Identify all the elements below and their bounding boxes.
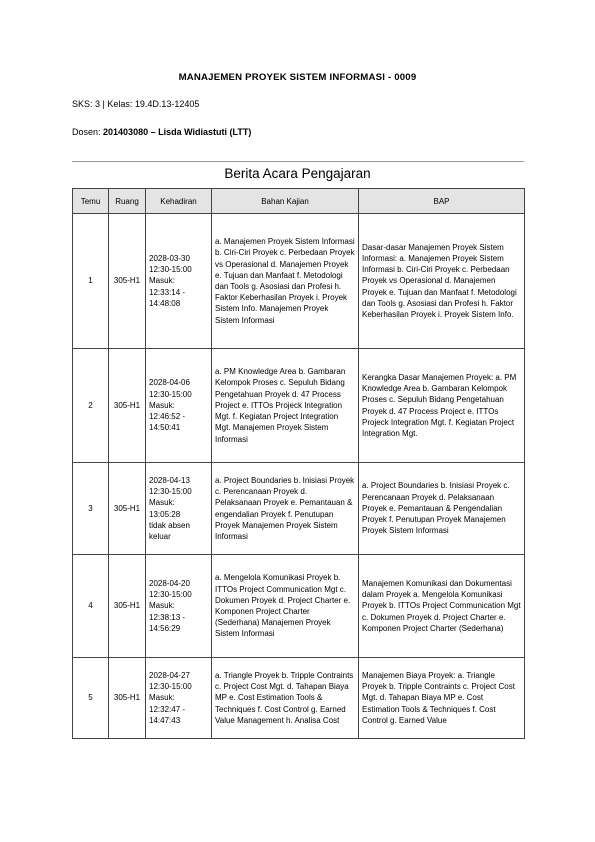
teaching-report-table — [72, 188, 525, 739]
attendance-date: 2028-03-30 — [149, 253, 190, 263]
cell-bap: Manajemen Komunikasi dan Dokumentasi dalam Proyek a. Mengelola Komunikasi Proyek b. ITTOs Project Communication Mgt c. Dokumen Proyek d. Project Charter e. Komponen Project Charter (Sederhana) — [359, 555, 525, 658]
lecturer-name: 201403080 – Lisda Widiastuti (LTT) — [103, 127, 252, 137]
section-title: Berita Acara Pengajaran — [224, 166, 371, 181]
cell-temu: 2 — [73, 349, 109, 463]
attendance-time: 12:30-15:00 — [149, 682, 192, 692]
attendance-date: 2028-04-13 — [149, 475, 190, 485]
cell-kehadiran — [146, 658, 212, 739]
attendance-time: 12:30-15:00 — [149, 389, 192, 399]
column-header-bap: BAP — [359, 189, 525, 214]
table-row — [73, 349, 525, 463]
cell-ruang: 305-H1 — [109, 214, 146, 349]
cell-bahan-kajian: a. Project Boundaries b. Inisiasi Proyek c. Perencanaan Proyek d. Pelaksanaan Proyek e. Pemantauan & engendalian Proyek f. Penutupan Proyek Manajemen Proyek Sistem Informasi — [212, 463, 359, 555]
lecturer-line — [72, 127, 251, 137]
attendance-date: 2028-04-06 — [149, 378, 190, 388]
column-header-kehadiran: Kehadiran — [146, 189, 212, 214]
cell-bap: Manajemen Biaya Proyek: a. Triangle Proyek b. Tripple Contraints c. Project Cost Mgt. d. Tahapan Biaya MP e. Cost Estimation Tools & Techniques f. Cost Control g. Earned Value — [359, 658, 525, 739]
cell-bahan-kajian: a. Manajemen Proyek Sistem Informasi b. Ciri-Ciri Proyek c. Perbedaan Proyek vs Operasional d. Manajemen Proyek e. Tujuan dan Manfaat f. Metodologi dan Tools g. Asosiasi dan Profesi h. Faktor Keberhasilan Proyek i. Proyek Sistem Info. Manajemen Proyek Sistem Informasi — [212, 214, 359, 349]
cell-kehadiran — [146, 555, 212, 658]
column-header-bahan-kajian: Bahan Kajian — [212, 189, 359, 214]
table-row — [73, 463, 525, 555]
table-row — [73, 555, 525, 658]
table-row — [73, 658, 525, 739]
cell-ruang: 305-H1 — [109, 658, 146, 739]
cell-bap: Dasar-dasar Manajemen Proyek Sistem Informasi: a. Manajemen Proyek Sistem Informasi b. Ciri-Ciri Proyek c. Perbedaan Proyek vs Operasional d. Manajemen Proyek e. Tujuan dan Manfaat f. Metodologi dan Tools g. Asosiasi dan Profesi h. Faktor Keberhasilan Proyek i. Proyek Sistem Info. — [359, 214, 525, 349]
attendance-in-out: Masuk: 12:33:14 - 14:48:08 — [149, 276, 186, 308]
attendance-note: tidak absen keluar — [149, 520, 190, 541]
table-row — [73, 214, 525, 349]
attendance-time: 12:30-15:00 — [149, 487, 192, 497]
cell-bahan-kajian: a. Triangle Proyek b. Tripple Contraints c. Project Cost Mgt. d. Tahapan Biaya MP e. Cost Estimation Tools & Techniques f. Cost Control g. Earned Value Management h. Analisa Cost — [212, 658, 359, 739]
attendance-time: 12:30-15:00 — [149, 265, 192, 275]
column-header-ruang: Ruang — [109, 189, 146, 214]
attendance-in-out: Masuk: 12:38:13 - 14:56:29 — [149, 601, 186, 633]
cell-ruang: 305-H1 — [109, 463, 146, 555]
header-divider — [72, 161, 524, 162]
cell-kehadiran — [146, 463, 212, 555]
cell-bahan-kajian: a. PM Knowledge Area b. Gambaran Kelompok Proses c. Sepuluh Bidang Pengetahuan Proyek d. 47 Process Project e. ITTOs Projeck Integration Mgt. f. Kegiatan Project Integration Mgt. Manajemen Proyek Sistem Informasi — [212, 349, 359, 463]
cell-temu: 3 — [73, 463, 109, 555]
attendance-date: 2028-04-27 — [149, 670, 190, 680]
cell-ruang: 305-H1 — [109, 555, 146, 658]
table-header-row — [73, 189, 525, 214]
lecturer-label: Dosen: — [72, 127, 104, 137]
attendance-time: 12:30-15:00 — [149, 590, 192, 600]
cell-kehadiran — [146, 349, 212, 463]
attendance-in-out: Masuk: 13:05:28 — [149, 498, 181, 519]
cell-bap: Kerangka Dasar Manajemen Proyek: a. PM Knowledge Area b. Gambaran Kelompok Proses c. Sepuluh Bidang Pengetahuan Proyek d. 47 Process Project e. ITTOs Projeck Integration Mgt. f. Kegiatan Project Integration Mgt. — [359, 349, 525, 463]
cell-ruang: 305-H1 — [109, 349, 146, 463]
cell-bap: a. Project Boundaries b. Inisiasi Proyek c. Perencanaan Proyek d. Pelaksanaan Proyek e. Pemantauan & Pengendalian Proyek f. Penutupan Proyek Manajemen Proyek Sistem Informasi — [359, 463, 525, 555]
course-title: MANAJEMEN PROYEK SISTEM INFORMASI - 0009 — [178, 72, 417, 83]
cell-temu: 1 — [73, 214, 109, 349]
attendance-in-out: Masuk: 12:32:47 - 14:47:43 — [149, 693, 186, 725]
cell-temu: 4 — [73, 555, 109, 658]
column-header-temu: Temu — [73, 189, 109, 214]
cell-temu: 5 — [73, 658, 109, 739]
sks-class-line: SKS: 3 | Kelas: 19.4D.13-12405 — [72, 99, 200, 109]
cell-kehadiran — [146, 214, 212, 349]
cell-bahan-kajian: a. Mengelola Komunikasi Proyek b. ITTOs Project Communication Mgt c. Dokumen Proyek d. Project Charter e. Komponen Project Charter (Sederhana) Manajemen Proyek Sistem Informasi — [212, 555, 359, 658]
attendance-date: 2028-04-20 — [149, 578, 190, 588]
attendance-in-out: Masuk: 12:46:52 - 14:50:41 — [149, 400, 186, 433]
